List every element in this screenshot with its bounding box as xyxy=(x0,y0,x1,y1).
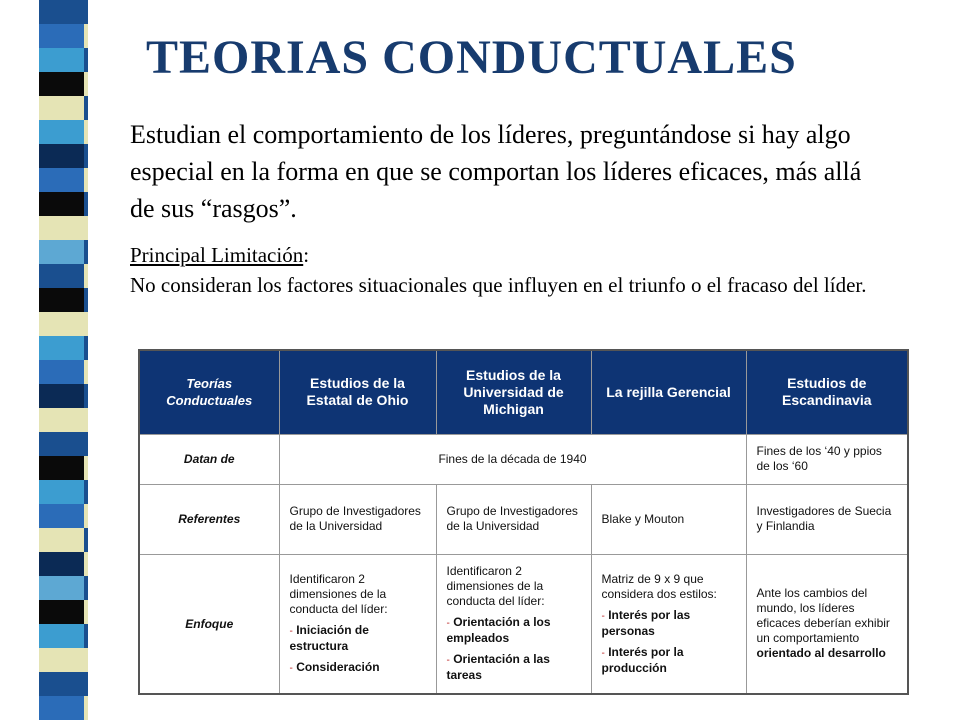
table-row-enfoque xyxy=(139,554,908,694)
stripe-segment xyxy=(39,552,84,576)
cell-referentes-scandinavia: Investigadores de Suecia y Finlandia xyxy=(746,484,908,554)
stripe-segment xyxy=(39,120,84,144)
stripe-segment xyxy=(39,360,84,384)
header-teorias: Teorías Conductuales xyxy=(139,350,279,434)
decorative-stripe xyxy=(39,0,84,720)
comparison-table xyxy=(138,349,909,695)
stripe-segment xyxy=(39,432,84,456)
stripe-segment xyxy=(39,480,84,504)
limitation-heading xyxy=(130,243,309,268)
scandinavia-bold: orientado al desarrollo xyxy=(756,646,886,661)
stripe-segment xyxy=(39,264,84,288)
stripe-edge-line xyxy=(84,0,88,720)
stripe-segment xyxy=(39,648,84,672)
stripe-segment xyxy=(39,96,84,120)
stripe-segment xyxy=(39,48,84,72)
limitation-text: No consideran los factores situacionales que influyen en el triunfo o el fracaso del líder. xyxy=(130,273,867,297)
cell-referentes-ohio: Grupo de Investigadores de la Universidad xyxy=(279,484,436,554)
bullet-mark: - xyxy=(289,625,293,637)
stripe-segment xyxy=(39,144,84,168)
cell-enfoque-rejilla xyxy=(591,554,746,694)
stripe-segment xyxy=(39,216,84,240)
ohio-item xyxy=(290,623,426,654)
stripe-segment xyxy=(39,696,84,720)
stripe-segment xyxy=(39,288,84,312)
michigan-intro: Identificaron 2 dimensiones de la conducta del líder: xyxy=(446,564,545,609)
cell-enfoque-michigan xyxy=(436,554,591,694)
row-label-referentes: Referentes xyxy=(139,484,279,554)
ohio-item-text: Consideración xyxy=(296,659,380,674)
bullet-mark: - xyxy=(601,610,605,622)
stripe-segment xyxy=(39,384,84,408)
ohio-item xyxy=(290,660,426,676)
cell-enfoque-scandinavia xyxy=(746,554,908,694)
stripe-segment xyxy=(39,24,84,48)
stripe-segment xyxy=(39,408,84,432)
slide-title: TEORIAS CONDUCTUALES xyxy=(146,31,797,84)
rejilla-item xyxy=(602,608,736,639)
stripe-segment xyxy=(39,312,84,336)
cell-referentes-michigan: Grupo de Investigadores de la Universidad xyxy=(436,484,591,554)
michigan-item xyxy=(447,615,581,646)
cell-enfoque-ohio xyxy=(279,554,436,694)
stripe-segment xyxy=(39,504,84,528)
stripe-segment xyxy=(39,192,84,216)
stripe-segment xyxy=(39,240,84,264)
ohio-item-text: Iniciación de estructura xyxy=(289,622,369,653)
header-ohio: Estudios de la Estatal de Ohio xyxy=(279,350,436,434)
stripe-segment xyxy=(39,168,84,192)
limitation-heading-colon: : xyxy=(303,243,310,267)
stripe-segment xyxy=(39,0,84,24)
stripe-segment xyxy=(39,72,84,96)
intro-paragraph: Estudian el comportamiento de los líderes, preguntándose si hay algo especial en la forma en que se comportan los líderes eficaces, más allá de sus “rasgos”. xyxy=(130,120,862,223)
cell-referentes-rejilla: Blake y Mouton xyxy=(591,484,746,554)
row-label-enfoque: Enfoque xyxy=(139,554,279,694)
stripe-segment xyxy=(39,600,84,624)
stripe-segment xyxy=(39,576,84,600)
header-michigan: Estudios de la Universidad de Michigan xyxy=(436,350,591,434)
stripe-segment xyxy=(39,624,84,648)
scandinavia-intro: Ante los cambios del mundo, los líderes eficaces deberían exhibir un comportamiento xyxy=(756,586,890,646)
stripe-segment xyxy=(39,672,84,696)
michigan-item-text: Orientación a las tareas xyxy=(446,652,550,683)
rejilla-item xyxy=(602,645,736,676)
bullet-mark: - xyxy=(289,662,293,674)
ohio-intro: Identificaron 2 dimensiones de la conducta del líder: xyxy=(289,571,388,616)
bullet-mark: - xyxy=(446,618,450,630)
header-scandinavia: Estudios de Escandinavia xyxy=(746,350,908,434)
rejilla-intro: Matriz de 9 x 9 que considera dos estilos: xyxy=(601,571,717,601)
cell-datan-span: Fines de la década de 1940 xyxy=(279,434,746,484)
rejilla-item-text: Interés por la producción xyxy=(601,644,684,675)
stripe-segment xyxy=(39,528,84,552)
limitation-heading-text: Principal Limitación xyxy=(130,243,304,267)
stripe-segment xyxy=(39,336,84,360)
stripe-segment xyxy=(39,456,84,480)
header-rejilla: La rejilla Gerencial xyxy=(591,350,746,434)
michigan-item xyxy=(447,652,581,683)
cell-datan-scandinavia: Fines de los ‘40 y ppios de los ‘60 xyxy=(746,434,908,484)
michigan-item-text: Orientación a los empleados xyxy=(446,615,551,646)
bullet-mark: - xyxy=(446,655,450,667)
table-header-row xyxy=(139,350,908,434)
rejilla-item-text: Interés por las personas xyxy=(601,607,691,638)
row-label-datan: Datan de xyxy=(139,434,279,484)
table-row-referentes xyxy=(139,484,908,554)
bullet-mark: - xyxy=(601,647,605,659)
table-row-datan xyxy=(139,434,908,484)
